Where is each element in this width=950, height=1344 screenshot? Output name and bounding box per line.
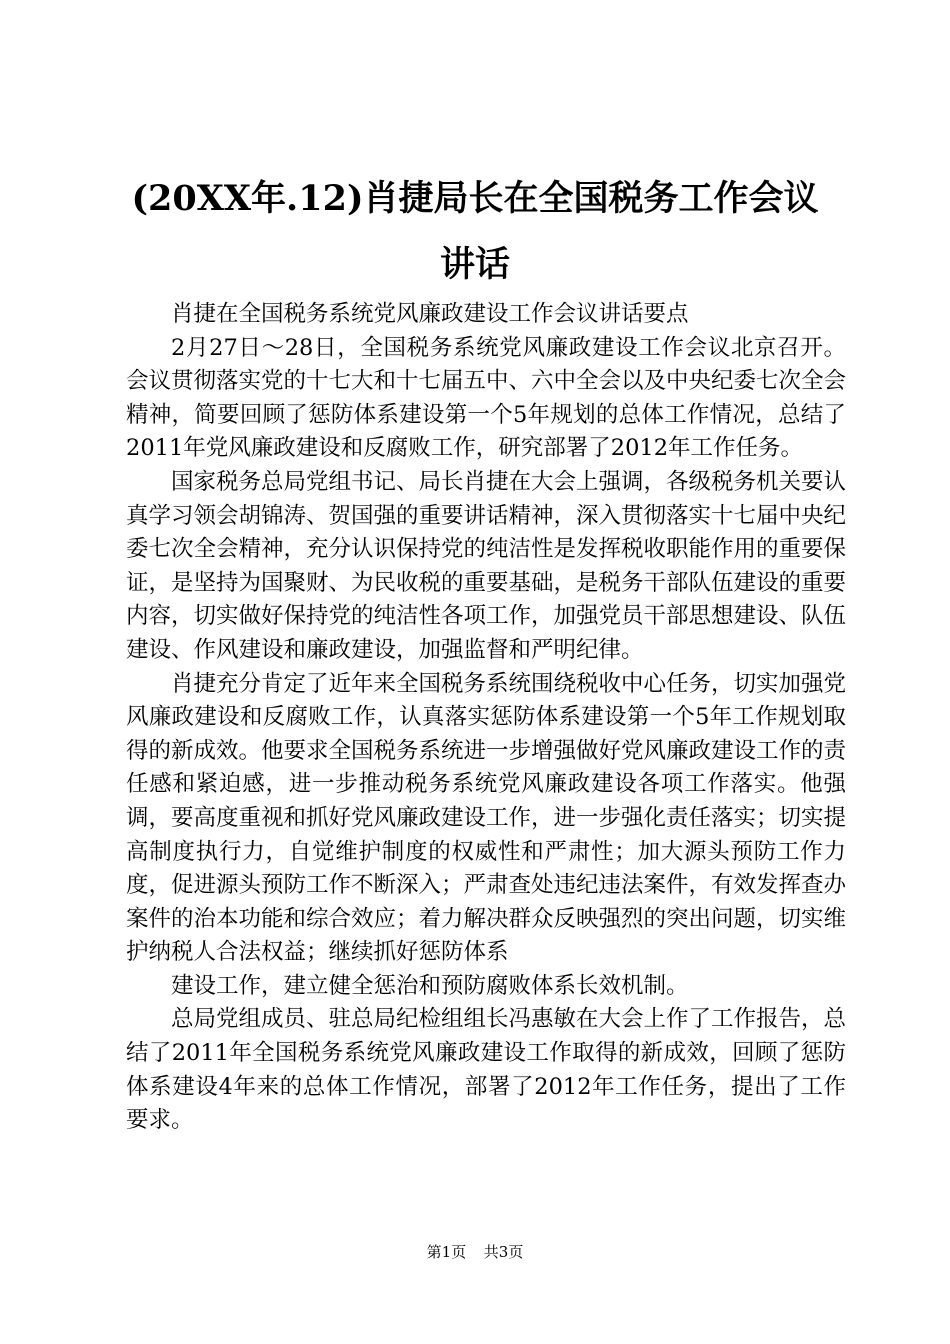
paragraph-meeting-intro: 2月27日～28日，全国税务系统党风廉政建设工作会议北京召开。会议贯彻落实党的十七大和十七届五中、六中全会以及中央纪委七次全会精神，简要回顾了惩防体系建设第一个5年规划的总体工作情况，总结了2011年党风廉政建设和反腐败工作，研究部署了2012年工作任务。	[126, 334, 847, 462]
page-footer	[0, 1242, 950, 1262]
paragraph-continuation: 建设工作，建立健全惩治和预防腐败体系长效机制。	[171, 972, 689, 999]
document-body	[126, 298, 846, 1138]
paragraph-heading: 肖捷在全国税务系统党风廉政建设工作会议讲话要点	[171, 301, 689, 327]
paragraph-director-speech: 国家税务总局党组书记、局长肖捷在大会上强调，各级税务机关要认真学习领会胡锦涛、贺国强的重要讲话精神，深入贯彻落实十七届中央纪委七次全会精神，充分认识保持党的纯洁性是发挥税收职能作用的重要保证，是坚持为国聚财、为民收税的重要基础，是税务干部队伍建设的重要内容，切实做好保持党的纯洁性各项工作，加强党员干部思想建设、队伍建设、作风建设和廉政建设，加强监督和严明纪律。	[126, 468, 847, 663]
paragraph-work-report: 总局党组成员、驻总局纪检组组长冯惠敏在大会上作了工作报告，总结了2011年全国税务系统党风廉政建设工作取得的新成效，回顾了惩防体系建设4年来的总体工作情况，部署了2012年工作任务，提出了工作要求。	[126, 1006, 847, 1134]
page-total: 共3页	[483, 1243, 524, 1261]
paragraph-achievements: 肖捷充分肯定了近年来全国税务系统围绕税收中心任务，切实加强党风廉政建设和反腐败工作，认真落实惩防体系建设第一个5年工作规划取得的新成效。他要求全国税务系统进一步增强做好党风廉政建设工作的责任感和紧迫感，进一步推动税务系统党风廉政建设各项工作落实。他强调，要高度重视和抓好党风廉政建设工作，进一步强化责任落实；切实提高制度执行力，自觉维护制度的权威性和严肃性；加大源头预防工作力度，促进源头预防工作不断深入；严肃查处违纪违法案件，有效发挥查办案件的治本功能和综合效应；着力解决群众反映强烈的突出问题，切实维护纳税人合法权益；继续抓好惩防体系	[126, 670, 847, 966]
page-number: 第1页	[426, 1243, 467, 1261]
document-title: (20XX年.12)肖捷局长在全国税务工作会议讲话	[131, 178, 819, 285]
